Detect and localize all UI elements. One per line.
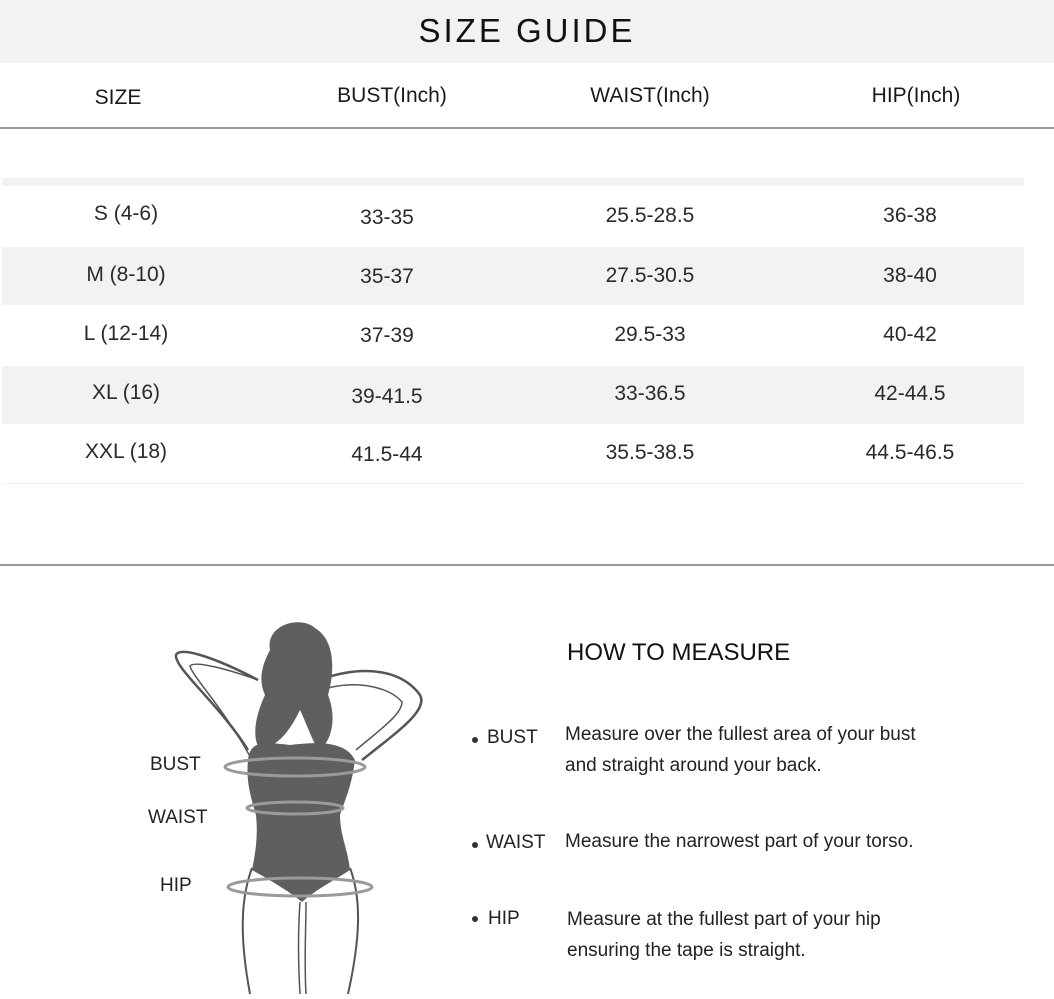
cell-bust: 39-41.5 [351, 385, 423, 408]
table-row [2, 306, 1024, 364]
cell-size: S (4-6) [93, 202, 159, 225]
measure-desc-line: Measure over the fullest area of your bust [565, 724, 916, 745]
table-row [2, 424, 1024, 482]
figure-label-bust: BUST [150, 754, 201, 775]
cell-hip: 38-40 [883, 264, 937, 287]
table-row [2, 186, 1024, 244]
table-row [2, 247, 1024, 305]
measure-label-bust: BUST [487, 727, 538, 748]
measure-label-waist: WAIST [486, 832, 546, 853]
cell-hip: 42-44.5 [874, 382, 946, 405]
header-waist: WAIST(Inch) [590, 84, 710, 107]
bullet-icon [472, 842, 478, 848]
header-size: SIZE [94, 86, 142, 109]
measure-desc-bust [565, 719, 985, 781]
body-figure-illustration [140, 610, 440, 994]
measure-desc-hip [567, 904, 987, 966]
cell-hip: 44.5-46.5 [865, 441, 955, 464]
measure-desc-line: Measure at the fullest part of your hip [567, 909, 881, 930]
how-to-measure-title: HOW TO MEASURE [567, 639, 791, 666]
measure-desc-line: Measure the narrowest part of your torso. [565, 831, 914, 852]
measure-desc-waist [565, 826, 985, 857]
header-bust: BUST(Inch) [337, 84, 447, 107]
body-silhouette-icon [140, 610, 440, 994]
section-divider [0, 564, 1054, 566]
table-bottom-line [2, 483, 1024, 484]
cell-size: XL (16) [91, 381, 161, 404]
cell-size: XXL (18) [84, 440, 168, 463]
figure-label-hip: HIP [160, 875, 192, 896]
cell-hip: 40-42 [883, 323, 937, 346]
cell-bust: 35-37 [360, 265, 414, 288]
table-row [2, 366, 1024, 424]
cell-waist: 35.5-38.5 [605, 441, 695, 464]
cell-size: L (12-14) [83, 322, 169, 345]
cell-bust: 33-35 [360, 206, 414, 229]
measure-label-hip: HIP [488, 908, 520, 929]
cell-bust: 37-39 [360, 324, 414, 347]
cell-waist: 29.5-33 [614, 323, 686, 346]
table-top-stripe [2, 178, 1024, 186]
cell-bust: 41.5-44 [351, 443, 423, 466]
measure-desc-line: ensuring the tape is straight. [567, 940, 806, 961]
header-hip: HIP(Inch) [871, 84, 961, 107]
cell-hip: 36-38 [883, 204, 937, 227]
cell-waist: 25.5-28.5 [605, 204, 695, 227]
cell-waist: 33-36.5 [614, 382, 686, 405]
figure-label-waist: WAIST [148, 807, 208, 828]
cell-waist: 27.5-30.5 [605, 264, 695, 287]
measure-desc-line: and straight around your back. [565, 755, 822, 776]
page-title: SIZE GUIDE [418, 12, 636, 49]
bullet-icon [472, 916, 478, 922]
header-divider [0, 127, 1054, 129]
cell-size: M (8-10) [86, 263, 166, 286]
bullet-icon [472, 737, 478, 743]
